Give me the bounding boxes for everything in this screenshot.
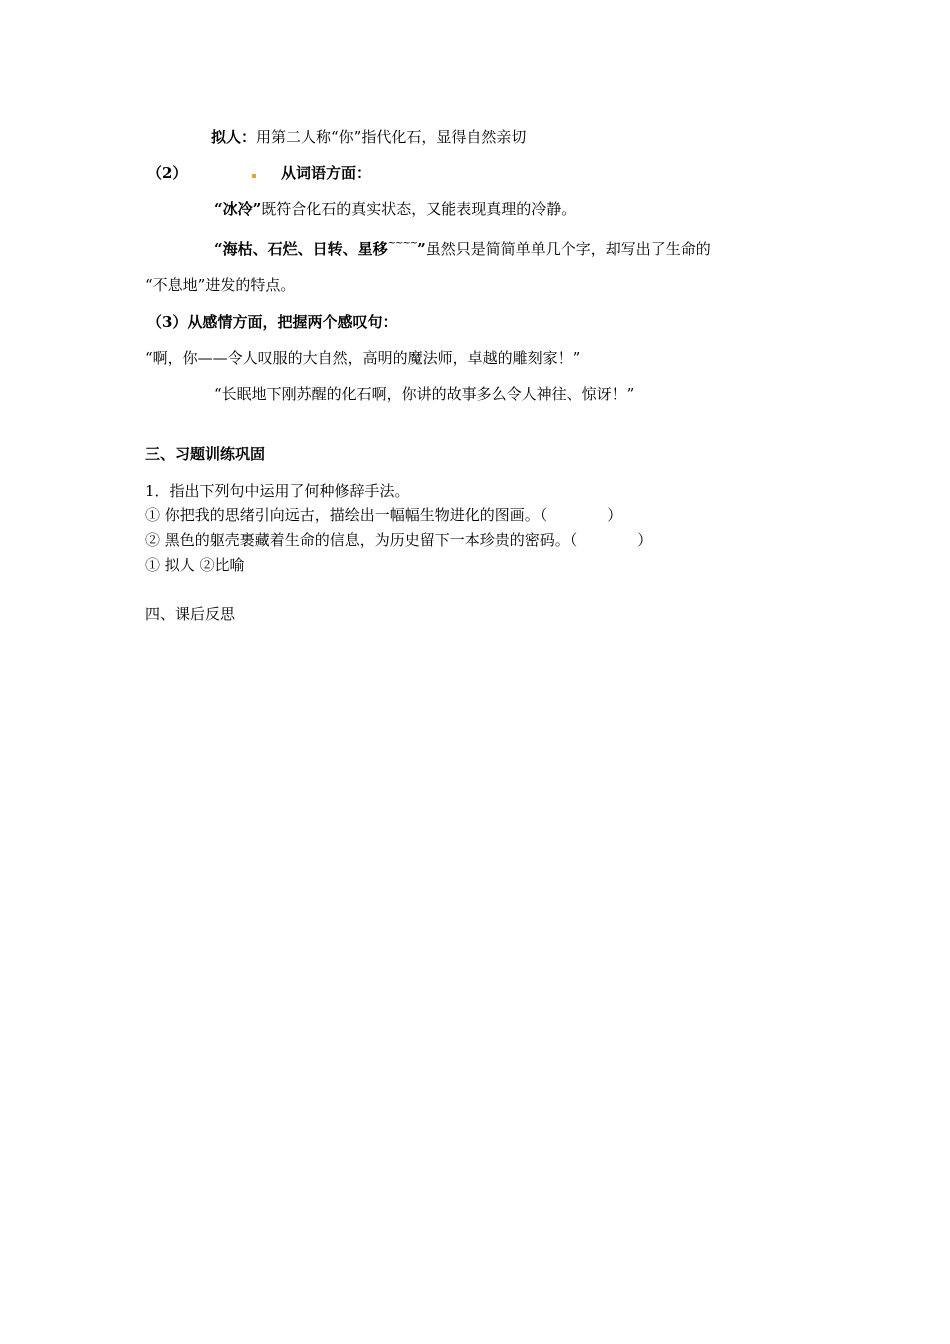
exercise-answer: ① 拟人 ②比喻	[145, 556, 245, 574]
exclamation-2: “长眠地下刚苏醒的化石啊，你讲的故事多么令人神往、惊讶！”	[214, 385, 635, 403]
exercise-heading: 三、习题训练巩固	[145, 445, 266, 463]
section2-heading: 从词语方面：	[281, 164, 372, 182]
word-sea-term: “海枯、石烂、日转、星移	[214, 240, 388, 258]
section3-heading: （3）从感情方面，把握两个感叹句：	[147, 313, 398, 331]
personification-line	[211, 127, 526, 147]
personification-label: 拟人：	[211, 128, 257, 146]
exercise-question: 1．指出下列句中运用了何种修辞手法。	[145, 482, 410, 500]
exercise-item-2: ② 黑色的躯壳裹藏着生命的信息，为历史留下一本珍贵的密码。（ ）	[145, 531, 653, 549]
word-sea-tilde: ~~~~	[387, 238, 418, 249]
word-sea-close: ”	[417, 240, 426, 258]
exercise-item-1: ① 你把我的思绪引向远古，描绘出一幅幅生物进化的图画。（ ）	[145, 506, 623, 524]
bullet-dot-icon	[252, 174, 256, 178]
word-sea-text: 虽然只是简简单单几个字，却写出了生命的	[425, 240, 711, 258]
word-sea-line	[214, 234, 711, 259]
section2-number: （2）	[147, 164, 188, 182]
word-cold-text: 既符合化石的真实状态，又能表现真理的冷静。	[261, 200, 577, 218]
exclamation-1: “啊，你——令人叹服的大自然，高明的魔法师，卓越的雕刻家！”	[145, 349, 581, 367]
reflection-heading: 四、课后反思	[145, 605, 236, 623]
section2-marker	[252, 165, 256, 185]
word-sea-continuation: “不息地”进发的特点。	[145, 276, 296, 294]
personification-text: 用第二人称“你”指代化石，显得自然亲切	[256, 128, 527, 146]
word-cold-term: “冰冷”	[214, 200, 262, 218]
word-cold-line	[214, 199, 576, 219]
